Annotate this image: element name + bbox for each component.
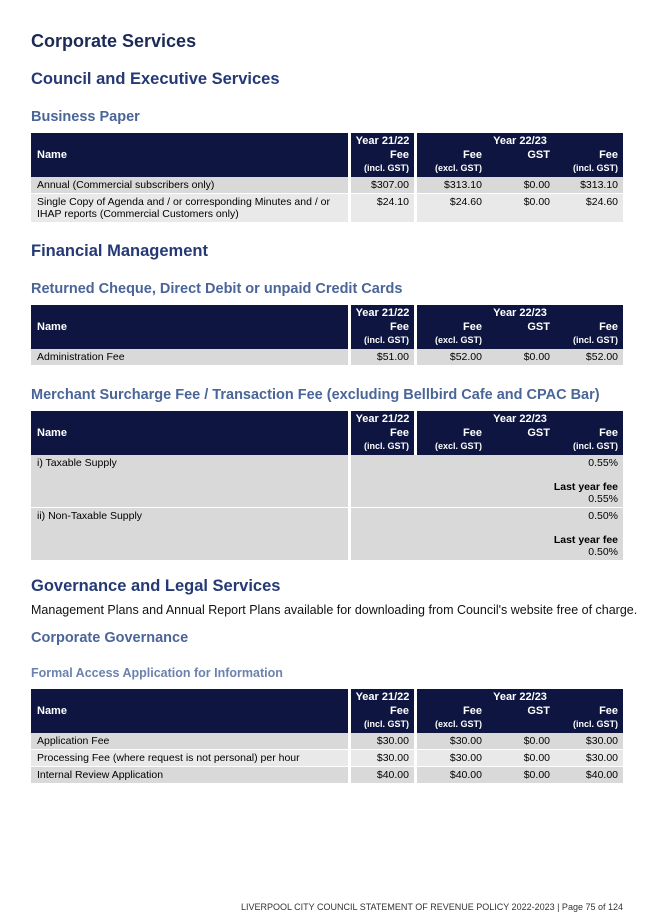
header-gst-label: GST bbox=[527, 149, 550, 161]
table-row bbox=[31, 349, 623, 365]
row-name: Processing Fee (where request is not personal) per hour bbox=[31, 749, 351, 766]
merchant-surcharge-table bbox=[31, 411, 623, 560]
last-year-fee-value: 0.55% bbox=[588, 493, 619, 505]
section-heading-governance-legal: Governance and Legal Services bbox=[31, 577, 281, 595]
row-name: Single Copy of Agenda and / or corresponding Minutes and / or IHAP reports (Commercial Customers only) bbox=[31, 193, 351, 222]
row-fee-prev: $40.00 bbox=[351, 766, 417, 783]
last-year-fee-value: 0.50% bbox=[588, 546, 619, 558]
row-fee-incl: $40.00 bbox=[555, 766, 623, 783]
subsection-heading-returned-cheque: Returned Cheque, Direct Debit or unpaid Credit Cards bbox=[31, 281, 403, 297]
header-fee-label: Fee bbox=[599, 705, 619, 717]
subsection-heading-formal-access: Formal Access Application for Information bbox=[31, 666, 283, 680]
column-header-year2: Year 22/23 bbox=[417, 411, 623, 427]
row-name: Internal Review Application bbox=[31, 766, 351, 783]
header-excl-gst-label: (excl. GST) bbox=[434, 335, 482, 345]
header-incl-gst-label: (incl. GST) bbox=[364, 335, 409, 345]
header-incl-gst-label: (incl. GST) bbox=[573, 163, 619, 173]
column-header-year1: Year 21/22 bbox=[351, 133, 417, 149]
column-header-year1: Year 21/22 bbox=[351, 689, 417, 705]
column-header-year2: Year 22/23 bbox=[417, 133, 623, 149]
row-fee-incl: $30.00 bbox=[555, 733, 623, 749]
column-header-fee-prev bbox=[351, 427, 417, 455]
row-fee-merged bbox=[351, 507, 623, 560]
row-gst: $0.00 bbox=[487, 749, 555, 766]
header-fee-label: Fee bbox=[390, 705, 409, 717]
returned-cheque-table bbox=[31, 305, 623, 365]
header-excl-gst-label: (excl. GST) bbox=[434, 719, 482, 729]
header-incl-gst-label: (incl. GST) bbox=[573, 335, 619, 345]
column-header-fee-prev bbox=[351, 705, 417, 733]
column-header-gst bbox=[487, 149, 555, 177]
row-name: Administration Fee bbox=[31, 349, 351, 365]
row-fee-excl: $30.00 bbox=[417, 733, 487, 749]
row-fee-merged bbox=[351, 455, 623, 507]
header-incl-gst-label: (incl. GST) bbox=[573, 441, 619, 451]
table-row bbox=[31, 193, 623, 222]
business-paper-table bbox=[31, 133, 623, 222]
header-excl-gst-label: (excl. GST) bbox=[434, 163, 482, 173]
header-fee-label: Fee bbox=[599, 149, 619, 161]
table-row bbox=[31, 507, 623, 560]
header-incl-gst-label: (incl. GST) bbox=[364, 719, 409, 729]
row-fee-excl: $313.10 bbox=[417, 177, 487, 193]
row-gst: $0.00 bbox=[487, 193, 555, 222]
header-incl-gst-label: (incl. GST) bbox=[573, 719, 619, 729]
column-header-fee-incl bbox=[555, 427, 623, 455]
header-gst-label: GST bbox=[527, 427, 550, 439]
row-fee-prev: $30.00 bbox=[351, 749, 417, 766]
column-header-name: Name bbox=[31, 305, 351, 349]
row-fee-excl: $52.00 bbox=[417, 349, 487, 365]
column-header-fee-prev bbox=[351, 149, 417, 177]
subsection-heading-corporate-governance: Corporate Governance bbox=[31, 630, 189, 646]
column-header-fee-excl bbox=[417, 149, 487, 177]
column-header-name: Name bbox=[31, 411, 351, 455]
row-fee-prev: $24.10 bbox=[351, 193, 417, 222]
header-fee-label: Fee bbox=[463, 705, 482, 717]
header-fee-label: Fee bbox=[463, 149, 482, 161]
row-name: Application Fee bbox=[31, 733, 351, 749]
table-row bbox=[31, 177, 623, 193]
column-header-year1: Year 21/22 bbox=[351, 305, 417, 321]
table-row bbox=[31, 455, 623, 507]
subsection-heading-business-paper: Business Paper bbox=[31, 109, 140, 125]
page-title: Corporate Services bbox=[31, 31, 197, 51]
column-header-fee-incl bbox=[555, 321, 623, 349]
column-header-fee-excl bbox=[417, 705, 487, 733]
row-gst: $0.00 bbox=[487, 349, 555, 365]
column-header-name: Name bbox=[31, 689, 351, 733]
column-header-name: Name bbox=[31, 133, 351, 177]
row-fee-incl: $52.00 bbox=[555, 349, 623, 365]
row-fee-incl: $24.60 bbox=[555, 193, 623, 222]
column-header-gst bbox=[487, 321, 555, 349]
header-gst-label: GST bbox=[527, 321, 550, 333]
column-header-year1: Year 21/22 bbox=[351, 411, 417, 427]
formal-access-table bbox=[31, 689, 623, 783]
table-row bbox=[31, 733, 623, 749]
header-excl-gst-label: (excl. GST) bbox=[434, 441, 482, 451]
header-gst-label: GST bbox=[527, 705, 550, 717]
header-incl-gst-label: (incl. GST) bbox=[364, 163, 409, 173]
header-fee-label: Fee bbox=[390, 427, 409, 439]
last-year-fee-label: Last year fee bbox=[553, 481, 619, 493]
column-header-fee-incl bbox=[555, 705, 623, 733]
row-fee-incl: $313.10 bbox=[555, 177, 623, 193]
row-name: ii) Non-Taxable Supply bbox=[31, 507, 351, 560]
row-fee-prev: $307.00 bbox=[351, 177, 417, 193]
row-fee-incl: $30.00 bbox=[555, 749, 623, 766]
row-fee-excl: $24.60 bbox=[417, 193, 487, 222]
column-header-fee-excl bbox=[417, 321, 487, 349]
header-fee-label: Fee bbox=[390, 321, 409, 333]
subsection-heading-merchant-surcharge: Merchant Surcharge Fee / Transaction Fee (excluding Bellbird Cafe and CPAC Bar) bbox=[31, 387, 600, 403]
header-fee-label: Fee bbox=[463, 321, 482, 333]
table-row bbox=[31, 766, 623, 783]
row-gst: $0.00 bbox=[487, 177, 555, 193]
row-fee-prev: $30.00 bbox=[351, 733, 417, 749]
row-name: i) Taxable Supply bbox=[31, 455, 351, 507]
row-fee: 0.50% bbox=[588, 510, 619, 522]
header-fee-label: Fee bbox=[599, 321, 619, 333]
header-fee-label: Fee bbox=[390, 149, 409, 161]
column-header-year2: Year 22/23 bbox=[417, 689, 623, 705]
column-header-year2: Year 22/23 bbox=[417, 305, 623, 321]
header-fee-label: Fee bbox=[463, 427, 482, 439]
last-year-fee-label: Last year fee bbox=[553, 534, 619, 546]
row-fee-prev: $51.00 bbox=[351, 349, 417, 365]
row-name: Annual (Commercial subscribers only) bbox=[31, 177, 351, 193]
row-fee-excl: $30.00 bbox=[417, 749, 487, 766]
column-header-fee-excl bbox=[417, 427, 487, 455]
governance-note: Management Plans and Annual Report Plans available for downloading from Council's website free of charge. bbox=[31, 603, 638, 617]
row-gst: $0.00 bbox=[487, 766, 555, 783]
header-fee-label: Fee bbox=[599, 427, 619, 439]
table-row bbox=[31, 749, 623, 766]
row-gst: $0.00 bbox=[487, 733, 555, 749]
row-fee: 0.55% bbox=[588, 457, 619, 469]
section-heading-council-exec: Council and Executive Services bbox=[31, 70, 280, 88]
page-footer: LIVERPOOL CITY COUNCIL STATEMENT OF REVENUE POLICY 2022-2023 | Page 75 of 124 bbox=[241, 902, 623, 912]
column-header-gst bbox=[487, 427, 555, 455]
column-header-fee-incl bbox=[555, 149, 623, 177]
column-header-fee-prev bbox=[351, 321, 417, 349]
header-incl-gst-label: (incl. GST) bbox=[364, 441, 409, 451]
section-heading-financial-management: Financial Management bbox=[31, 242, 208, 260]
row-fee-excl: $40.00 bbox=[417, 766, 487, 783]
column-header-gst bbox=[487, 705, 555, 733]
